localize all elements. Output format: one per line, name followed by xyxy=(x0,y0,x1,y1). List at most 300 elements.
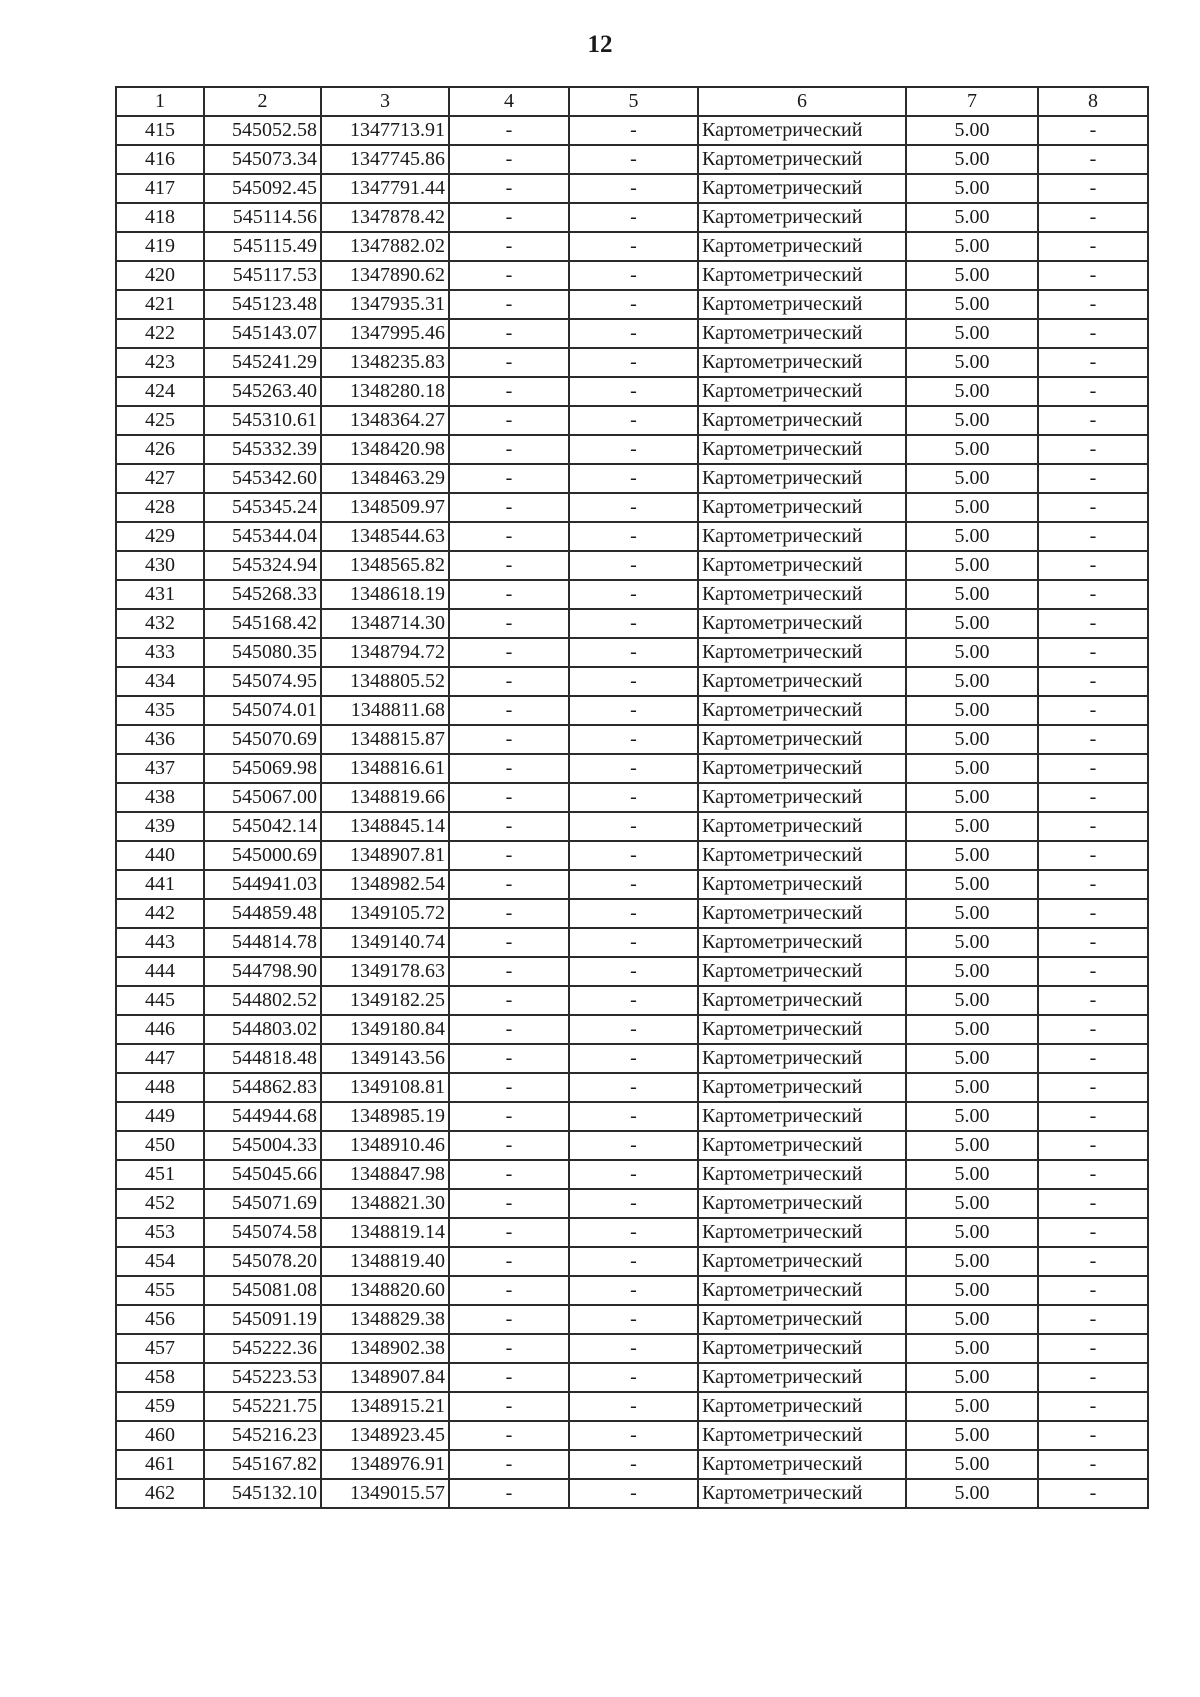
table-cell-col-3: 1348907.81 xyxy=(321,841,449,870)
table-cell-col-3: 1347878.42 xyxy=(321,203,449,232)
table-cell-col-8: - xyxy=(1038,290,1148,319)
table-row xyxy=(116,1305,1148,1334)
table-cell-col-6: Картометрический xyxy=(698,870,906,899)
table-row xyxy=(116,1276,1148,1305)
table-cell-col-4: - xyxy=(449,116,569,145)
table-cell-col-2: 544798.90 xyxy=(204,957,321,986)
table-cell-col-1: 427 xyxy=(116,464,204,493)
table-cell-col-4: - xyxy=(449,986,569,1015)
table-cell-col-1: 436 xyxy=(116,725,204,754)
table-cell-col-4: - xyxy=(449,1247,569,1276)
table-cell-col-1: 423 xyxy=(116,348,204,377)
table-row xyxy=(116,580,1148,609)
table-cell-col-8: - xyxy=(1038,464,1148,493)
table-row xyxy=(116,696,1148,725)
table-row xyxy=(116,464,1148,493)
column-header-6: 6 xyxy=(698,87,906,116)
table-cell-col-5: - xyxy=(569,493,698,522)
table-cell-col-8: - xyxy=(1038,493,1148,522)
table-cell-col-1: 458 xyxy=(116,1363,204,1392)
table-cell-col-6: Картометрический xyxy=(698,551,906,580)
table-cell-col-2: 545324.94 xyxy=(204,551,321,580)
table-cell-col-7: 5.00 xyxy=(906,1421,1038,1450)
table-cell-col-5: - xyxy=(569,145,698,174)
table-cell-col-6: Картометрический xyxy=(698,609,906,638)
table-cell-col-6: Картометрический xyxy=(698,203,906,232)
table-cell-col-7: 5.00 xyxy=(906,725,1038,754)
table-cell-col-2: 544802.52 xyxy=(204,986,321,1015)
table-cell-col-2: 545070.69 xyxy=(204,725,321,754)
table-cell-col-3: 1347995.46 xyxy=(321,319,449,348)
table-cell-col-1: 444 xyxy=(116,957,204,986)
table-cell-col-6: Картометрический xyxy=(698,1073,906,1102)
table-row xyxy=(116,783,1148,812)
table-cell-col-3: 1348819.40 xyxy=(321,1247,449,1276)
table-row xyxy=(116,1421,1148,1450)
table-cell-col-1: 454 xyxy=(116,1247,204,1276)
table-cell-col-1: 432 xyxy=(116,609,204,638)
table-cell-col-6: Картометрический xyxy=(698,580,906,609)
table-cell-col-6: Картометрический xyxy=(698,1189,906,1218)
table-cell-col-3: 1348618.19 xyxy=(321,580,449,609)
table-cell-col-8: - xyxy=(1038,957,1148,986)
table-cell-col-2: 545167.82 xyxy=(204,1450,321,1479)
table-row xyxy=(116,1218,1148,1247)
table-cell-col-8: - xyxy=(1038,1160,1148,1189)
table-cell-col-8: - xyxy=(1038,1450,1148,1479)
table-cell-col-4: - xyxy=(449,928,569,957)
table-cell-col-6: Картометрический xyxy=(698,116,906,145)
table-cell-col-2: 544941.03 xyxy=(204,870,321,899)
table-row xyxy=(116,957,1148,986)
table-row xyxy=(116,348,1148,377)
table-cell-col-2: 545078.20 xyxy=(204,1247,321,1276)
table-cell-col-4: - xyxy=(449,783,569,812)
table-cell-col-2: 545092.45 xyxy=(204,174,321,203)
table-cell-col-8: - xyxy=(1038,812,1148,841)
table-cell-col-3: 1348985.19 xyxy=(321,1102,449,1131)
table-cell-col-6: Картометрический xyxy=(698,522,906,551)
table-cell-col-8: - xyxy=(1038,522,1148,551)
table-cell-col-7: 5.00 xyxy=(906,1073,1038,1102)
table-cell-col-3: 1348819.66 xyxy=(321,783,449,812)
table-cell-col-5: - xyxy=(569,1218,698,1247)
table-cell-col-2: 545074.01 xyxy=(204,696,321,725)
table-cell-col-2: 545004.33 xyxy=(204,1131,321,1160)
table-cell-col-8: - xyxy=(1038,232,1148,261)
table-row xyxy=(116,609,1148,638)
table-cell-col-5: - xyxy=(569,290,698,319)
table-cell-col-2: 545069.98 xyxy=(204,754,321,783)
table-cell-col-6: Картометрический xyxy=(698,812,906,841)
table-cell-col-2: 545071.69 xyxy=(204,1189,321,1218)
table-cell-col-1: 425 xyxy=(116,406,204,435)
table-cell-col-2: 545067.00 xyxy=(204,783,321,812)
table-cell-col-3: 1348420.98 xyxy=(321,435,449,464)
column-header-3: 3 xyxy=(321,87,449,116)
table-row xyxy=(116,116,1148,145)
table-cell-col-7: 5.00 xyxy=(906,348,1038,377)
table-cell-col-1: 462 xyxy=(116,1479,204,1508)
table-cell-col-8: - xyxy=(1038,696,1148,725)
table-cell-col-5: - xyxy=(569,1276,698,1305)
table-cell-col-6: Картометрический xyxy=(698,841,906,870)
table-cell-col-1: 455 xyxy=(116,1276,204,1305)
table-row xyxy=(116,1392,1148,1421)
table-cell-col-2: 545081.08 xyxy=(204,1276,321,1305)
table-cell-col-5: - xyxy=(569,551,698,580)
table-cell-col-6: Картометрический xyxy=(698,899,906,928)
table-cell-col-6: Картометрический xyxy=(698,493,906,522)
table-cell-col-4: - xyxy=(449,638,569,667)
coordinates-table xyxy=(115,86,1149,1509)
table-cell-col-4: - xyxy=(449,1276,569,1305)
table-cell-col-3: 1348364.27 xyxy=(321,406,449,435)
table-cell-col-4: - xyxy=(449,1015,569,1044)
table-cell-col-6: Картометрический xyxy=(698,783,906,812)
table-cell-col-4: - xyxy=(449,1073,569,1102)
table-cell-col-1: 460 xyxy=(116,1421,204,1450)
table-row xyxy=(116,1044,1148,1073)
table-cell-col-6: Картометрический xyxy=(698,667,906,696)
table-cell-col-8: - xyxy=(1038,1102,1148,1131)
table-cell-col-1: 430 xyxy=(116,551,204,580)
table-cell-col-7: 5.00 xyxy=(906,812,1038,841)
table-cell-col-4: - xyxy=(449,899,569,928)
table-cell-col-3: 1348815.87 xyxy=(321,725,449,754)
table-cell-col-2: 544818.48 xyxy=(204,1044,321,1073)
table-cell-col-7: 5.00 xyxy=(906,1392,1038,1421)
table-cell-col-6: Картометрический xyxy=(698,1450,906,1479)
table-cell-col-5: - xyxy=(569,928,698,957)
table-cell-col-5: - xyxy=(569,261,698,290)
table-cell-col-4: - xyxy=(449,203,569,232)
table-cell-col-3: 1348902.38 xyxy=(321,1334,449,1363)
table-cell-col-1: 459 xyxy=(116,1392,204,1421)
table-cell-col-2: 545221.75 xyxy=(204,1392,321,1421)
table-row xyxy=(116,145,1148,174)
table-row xyxy=(116,725,1148,754)
table-cell-col-1: 416 xyxy=(116,145,204,174)
table-cell-col-2: 544944.68 xyxy=(204,1102,321,1131)
table-cell-col-7: 5.00 xyxy=(906,580,1038,609)
table-cell-col-5: - xyxy=(569,667,698,696)
table-cell-col-8: - xyxy=(1038,841,1148,870)
table-cell-col-5: - xyxy=(569,1334,698,1363)
table-cell-col-3: 1349180.84 xyxy=(321,1015,449,1044)
table-cell-col-8: - xyxy=(1038,261,1148,290)
table-cell-col-6: Картометрический xyxy=(698,406,906,435)
table-cell-col-4: - xyxy=(449,261,569,290)
table-cell-col-1: 433 xyxy=(116,638,204,667)
table-cell-col-4: - xyxy=(449,1421,569,1450)
table-cell-col-5: - xyxy=(569,957,698,986)
table-cell-col-5: - xyxy=(569,1421,698,1450)
table-cell-col-5: - xyxy=(569,870,698,899)
table-cell-col-1: 417 xyxy=(116,174,204,203)
table-row xyxy=(116,1363,1148,1392)
table-cell-col-1: 453 xyxy=(116,1218,204,1247)
table-cell-col-7: 5.00 xyxy=(906,1189,1038,1218)
table-cell-col-8: - xyxy=(1038,348,1148,377)
table-cell-col-3: 1347745.86 xyxy=(321,145,449,174)
table-cell-col-2: 545310.61 xyxy=(204,406,321,435)
table-cell-col-7: 5.00 xyxy=(906,435,1038,464)
table-cell-col-5: - xyxy=(569,232,698,261)
table-cell-col-1: 422 xyxy=(116,319,204,348)
table-cell-col-5: - xyxy=(569,1015,698,1044)
table-row xyxy=(116,1102,1148,1131)
table-cell-col-7: 5.00 xyxy=(906,522,1038,551)
table-cell-col-8: - xyxy=(1038,1392,1148,1421)
table-cell-col-4: - xyxy=(449,725,569,754)
column-header-7: 7 xyxy=(906,87,1038,116)
table-cell-col-3: 1349105.72 xyxy=(321,899,449,928)
table-row xyxy=(116,232,1148,261)
table-cell-col-4: - xyxy=(449,377,569,406)
table-cell-col-2: 545045.66 xyxy=(204,1160,321,1189)
table-cell-col-8: - xyxy=(1038,870,1148,899)
table-cell-col-1: 426 xyxy=(116,435,204,464)
table-cell-col-5: - xyxy=(569,783,698,812)
column-header-2: 2 xyxy=(204,87,321,116)
table-cell-col-4: - xyxy=(449,667,569,696)
table-cell-col-5: - xyxy=(569,754,698,783)
table-cell-col-2: 545263.40 xyxy=(204,377,321,406)
table-cell-col-7: 5.00 xyxy=(906,986,1038,1015)
table-cell-col-3: 1348819.14 xyxy=(321,1218,449,1247)
table-cell-col-6: Картометрический xyxy=(698,638,906,667)
table-cell-col-3: 1347890.62 xyxy=(321,261,449,290)
table-cell-col-3: 1348976.91 xyxy=(321,1450,449,1479)
table-cell-col-6: Картометрический xyxy=(698,261,906,290)
table-cell-col-7: 5.00 xyxy=(906,1044,1038,1073)
table-cell-col-6: Картометрический xyxy=(698,1392,906,1421)
table-body xyxy=(116,116,1148,1508)
table-cell-col-3: 1348915.21 xyxy=(321,1392,449,1421)
table-cell-col-6: Картометрический xyxy=(698,319,906,348)
table-row xyxy=(116,174,1148,203)
table-cell-col-1: 439 xyxy=(116,812,204,841)
table-cell-col-8: - xyxy=(1038,174,1148,203)
table-cell-col-2: 545268.33 xyxy=(204,580,321,609)
table-cell-col-1: 435 xyxy=(116,696,204,725)
table-cell-col-8: - xyxy=(1038,1218,1148,1247)
table-cell-col-1: 424 xyxy=(116,377,204,406)
table-cell-col-6: Картометрический xyxy=(698,464,906,493)
table-cell-col-3: 1348235.83 xyxy=(321,348,449,377)
table-cell-col-5: - xyxy=(569,812,698,841)
table-cell-col-6: Картометрический xyxy=(698,754,906,783)
table-cell-col-6: Картометрический xyxy=(698,986,906,1015)
table-row xyxy=(116,928,1148,957)
table-row xyxy=(116,493,1148,522)
table-cell-col-1: 418 xyxy=(116,203,204,232)
table-cell-col-2: 545123.48 xyxy=(204,290,321,319)
table-cell-col-1: 443 xyxy=(116,928,204,957)
table-cell-col-6: Картометрический xyxy=(698,928,906,957)
table-cell-col-3: 1348829.38 xyxy=(321,1305,449,1334)
table-cell-col-5: - xyxy=(569,522,698,551)
table-cell-col-5: - xyxy=(569,319,698,348)
table-cell-col-7: 5.00 xyxy=(906,406,1038,435)
table-cell-col-2: 545091.19 xyxy=(204,1305,321,1334)
table-cell-col-4: - xyxy=(449,1189,569,1218)
table-cell-col-3: 1347713.91 xyxy=(321,116,449,145)
table-cell-col-1: 450 xyxy=(116,1131,204,1160)
table-cell-col-7: 5.00 xyxy=(906,174,1038,203)
table-cell-col-6: Картометрический xyxy=(698,1421,906,1450)
table-cell-col-6: Картометрический xyxy=(698,1160,906,1189)
table-cell-col-8: - xyxy=(1038,116,1148,145)
table-cell-col-6: Картометрический xyxy=(698,1276,906,1305)
table-cell-col-3: 1348714.30 xyxy=(321,609,449,638)
table-cell-col-2: 544859.48 xyxy=(204,899,321,928)
table-cell-col-2: 545143.07 xyxy=(204,319,321,348)
table-cell-col-8: - xyxy=(1038,1334,1148,1363)
table-cell-col-8: - xyxy=(1038,754,1148,783)
table-cell-col-7: 5.00 xyxy=(906,464,1038,493)
table-row xyxy=(116,1479,1148,1508)
table-cell-col-6: Картометрический xyxy=(698,348,906,377)
table-cell-col-2: 544862.83 xyxy=(204,1073,321,1102)
table-cell-col-7: 5.00 xyxy=(906,1131,1038,1160)
table-cell-col-3: 1347791.44 xyxy=(321,174,449,203)
table-cell-col-2: 545344.04 xyxy=(204,522,321,551)
table-cell-col-5: - xyxy=(569,348,698,377)
table-cell-col-8: - xyxy=(1038,667,1148,696)
table-cell-col-6: Картометрический xyxy=(698,1131,906,1160)
table-cell-col-7: 5.00 xyxy=(906,1450,1038,1479)
table-cell-col-8: - xyxy=(1038,1131,1148,1160)
table-cell-col-5: - xyxy=(569,609,698,638)
table-cell-col-3: 1348907.84 xyxy=(321,1363,449,1392)
table-cell-col-1: 451 xyxy=(116,1160,204,1189)
table-cell-col-6: Картометрический xyxy=(698,696,906,725)
table-cell-col-7: 5.00 xyxy=(906,1334,1038,1363)
table-cell-col-3: 1348847.98 xyxy=(321,1160,449,1189)
table-cell-col-2: 545115.49 xyxy=(204,232,321,261)
table-cell-col-8: - xyxy=(1038,580,1148,609)
table-cell-col-4: - xyxy=(449,580,569,609)
table-cell-col-5: - xyxy=(569,1044,698,1073)
table-cell-col-4: - xyxy=(449,174,569,203)
table-cell-col-6: Картометрический xyxy=(698,435,906,464)
table-cell-col-7: 5.00 xyxy=(906,145,1038,174)
table-cell-col-4: - xyxy=(449,1131,569,1160)
table-cell-col-8: - xyxy=(1038,1247,1148,1276)
table-cell-col-2: 545114.56 xyxy=(204,203,321,232)
column-header-5: 5 xyxy=(569,87,698,116)
table-cell-col-7: 5.00 xyxy=(906,1479,1038,1508)
table-row xyxy=(116,870,1148,899)
column-header-1: 1 xyxy=(116,87,204,116)
table-cell-col-7: 5.00 xyxy=(906,319,1038,348)
table-cell-col-5: - xyxy=(569,1479,698,1508)
table-cell-col-5: - xyxy=(569,1189,698,1218)
table-cell-col-4: - xyxy=(449,145,569,174)
table-row xyxy=(116,899,1148,928)
table-cell-col-1: 442 xyxy=(116,899,204,928)
table-row xyxy=(116,1189,1148,1218)
table-cell-col-5: - xyxy=(569,899,698,928)
table-row xyxy=(116,754,1148,783)
table-cell-col-8: - xyxy=(1038,1276,1148,1305)
table-cell-col-8: - xyxy=(1038,319,1148,348)
table-cell-col-4: - xyxy=(449,1218,569,1247)
table-cell-col-3: 1348923.45 xyxy=(321,1421,449,1450)
table-cell-col-5: - xyxy=(569,725,698,754)
table-cell-col-4: - xyxy=(449,609,569,638)
table-cell-col-2: 545168.42 xyxy=(204,609,321,638)
table-cell-col-8: - xyxy=(1038,435,1148,464)
table-cell-col-5: - xyxy=(569,377,698,406)
table-cell-col-7: 5.00 xyxy=(906,783,1038,812)
table-cell-col-2: 545216.23 xyxy=(204,1421,321,1450)
table-cell-col-1: 420 xyxy=(116,261,204,290)
table-cell-col-4: - xyxy=(449,290,569,319)
table-cell-col-8: - xyxy=(1038,1015,1148,1044)
table-cell-col-7: 5.00 xyxy=(906,1276,1038,1305)
table-row xyxy=(116,377,1148,406)
table-cell-col-4: - xyxy=(449,1044,569,1073)
table-cell-col-4: - xyxy=(449,348,569,377)
table-cell-col-5: - xyxy=(569,841,698,870)
column-header-8: 8 xyxy=(1038,87,1148,116)
table-cell-col-5: - xyxy=(569,580,698,609)
table-cell-col-7: 5.00 xyxy=(906,1160,1038,1189)
table-cell-col-7: 5.00 xyxy=(906,1247,1038,1276)
table-cell-col-7: 5.00 xyxy=(906,928,1038,957)
table-cell-col-3: 1347882.02 xyxy=(321,232,449,261)
table-cell-col-8: - xyxy=(1038,1073,1148,1102)
table-cell-col-8: - xyxy=(1038,638,1148,667)
table-cell-col-6: Картометрический xyxy=(698,1479,906,1508)
table-cell-col-1: 431 xyxy=(116,580,204,609)
table-cell-col-4: - xyxy=(449,696,569,725)
table-cell-col-5: - xyxy=(569,1102,698,1131)
table-cell-col-3: 1349140.74 xyxy=(321,928,449,957)
table-cell-col-2: 545000.69 xyxy=(204,841,321,870)
table-cell-col-4: - xyxy=(449,435,569,464)
table-cell-col-7: 5.00 xyxy=(906,290,1038,319)
table-cell-col-3: 1348463.29 xyxy=(321,464,449,493)
table-cell-col-8: - xyxy=(1038,203,1148,232)
table-row xyxy=(116,1450,1148,1479)
table-cell-col-3: 1348821.30 xyxy=(321,1189,449,1218)
table-cell-col-8: - xyxy=(1038,986,1148,1015)
table-cell-col-1: 447 xyxy=(116,1044,204,1073)
table-cell-col-7: 5.00 xyxy=(906,957,1038,986)
table-cell-col-5: - xyxy=(569,203,698,232)
table-cell-col-4: - xyxy=(449,1305,569,1334)
table-cell-col-3: 1348811.68 xyxy=(321,696,449,725)
table-row xyxy=(116,551,1148,580)
table-cell-col-7: 5.00 xyxy=(906,377,1038,406)
table-cell-col-2: 545222.36 xyxy=(204,1334,321,1363)
table-cell-col-4: - xyxy=(449,522,569,551)
table-cell-col-8: - xyxy=(1038,1421,1148,1450)
table-cell-col-5: - xyxy=(569,696,698,725)
table-row xyxy=(116,638,1148,667)
table-cell-col-7: 5.00 xyxy=(906,609,1038,638)
column-header-4: 4 xyxy=(449,87,569,116)
table-cell-col-1: 441 xyxy=(116,870,204,899)
table-row xyxy=(116,1131,1148,1160)
table-cell-col-8: - xyxy=(1038,551,1148,580)
table-cell-col-8: - xyxy=(1038,406,1148,435)
table-cell-col-7: 5.00 xyxy=(906,841,1038,870)
